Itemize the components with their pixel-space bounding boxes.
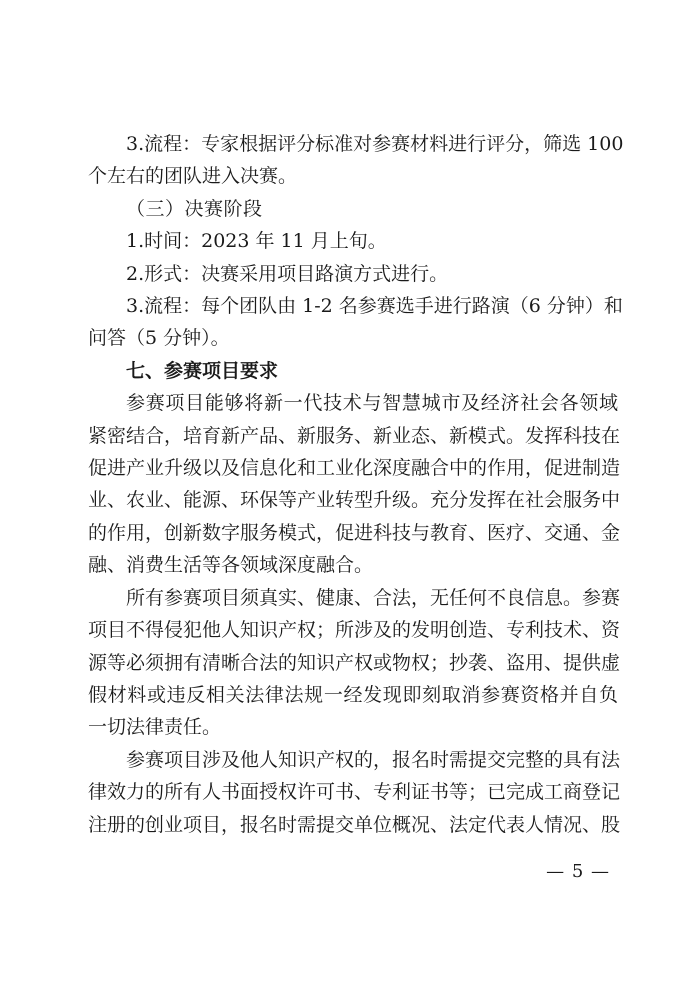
paragraph-final-format <box>88 258 618 290</box>
text-line: 3.流程：每个团队由 1-2 名参赛选手进行路演（6 分钟）和 <box>126 295 623 318</box>
text-line: 个左右的团队进入决赛。 <box>88 165 298 188</box>
text-line: 的作用，创新数字服务模式，促进科技与教育、医疗、交通、金 <box>88 521 621 544</box>
paragraph-final-process <box>88 290 623 355</box>
text-line: 源等必须拥有清晰合法的知识产权或物权；抄袭、盗用、提供虚 <box>88 651 621 674</box>
paragraph-preliminary-process <box>88 128 624 193</box>
section-heading-final-stage <box>88 193 618 225</box>
text-line: 参赛项目能够将新一代技术与智慧城市及经济社会各领域 <box>126 392 618 415</box>
document-body <box>88 128 624 841</box>
section-heading-project-requirements <box>88 355 618 387</box>
text-line: 融、消费生活等各领域深度融合。 <box>88 554 374 577</box>
text-line: 项目不得侵犯他人知识产权；所涉及的发明创造、专利技术、资 <box>88 619 621 642</box>
text-line: 所有参赛项目须真实、健康、合法，无任何不良信息。参赛 <box>126 586 621 609</box>
text-line: 注册的创业项目，报名时需提交单位概况、法定代表人情况、股 <box>88 813 621 836</box>
text-line: 促进产业升级以及信息化和工业化深度融合中的作用，促进制造 <box>88 457 621 480</box>
text-line: 紧密结合，培育新产品、新服务、新业态、新模式。发挥科技在 <box>88 424 621 447</box>
text-line: 3.流程：专家根据评分标准对参赛材料进行评分，筛选 100 <box>126 133 624 155</box>
text-line: （三）决赛阶段 <box>126 197 263 220</box>
text-line: 假材料或违反相关法律法规一经发现即刻取消参赛资格并自负 <box>88 683 618 706</box>
page-number: — 5 — <box>546 861 610 882</box>
paragraph-project-legality <box>88 582 621 744</box>
text-line: 问答（5 分钟）。 <box>88 327 230 350</box>
text-line: 2.形式：决赛采用项目路演方式进行。 <box>126 262 449 285</box>
text-line: 七、参赛项目要求 <box>126 359 279 382</box>
text-line: 律效力的所有人书面授权许可书、专利证书等；已完成工商登记 <box>88 781 621 804</box>
paragraph-intellectual-property <box>88 744 621 841</box>
text-line: 业、农业、能源、环保等产业转型升级。充分发挥在社会服务中 <box>88 489 621 512</box>
text-line: 一切法律责任。 <box>88 716 222 739</box>
paragraph-project-scope <box>88 387 621 581</box>
text-line: 1.时间：2023 年 11 月上旬。 <box>126 230 387 253</box>
paragraph-final-time <box>88 225 618 257</box>
text-line: 参赛项目涉及他人知识产权的，报名时需提交完整的具有法 <box>126 748 621 771</box>
